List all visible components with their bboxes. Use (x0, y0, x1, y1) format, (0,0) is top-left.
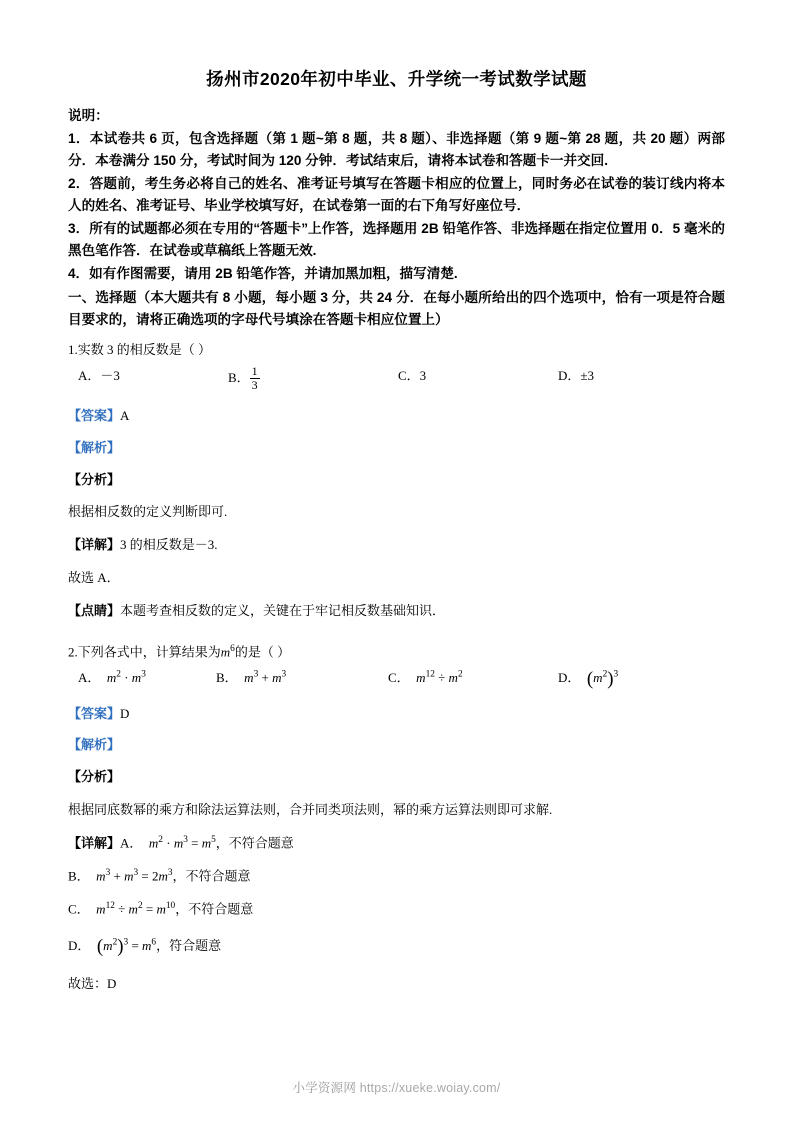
watermark-url: https://xueke.woiay.com/ (359, 1081, 501, 1095)
question-2-text-suffix: 的是（ ） (234, 643, 291, 659)
question-1-options (68, 365, 725, 395)
section-one-heading: 一、选择题（本大题共有 8 小题，每小题 3 分，共 24 分．在每小题所给出的四个选项中，恰有一项是符合题目要求的，请将正确选项的字母代号填涂在答题卡相应位置上） (68, 290, 725, 328)
instructions-heading: 说明： (68, 108, 109, 123)
question-1-option-a[interactable]: A．－3 (78, 367, 120, 383)
question-1-highlight-line (68, 601, 725, 622)
question-2-detail-item-d: D． $(m^2)^3 = m^6$，符合题意 (68, 936, 222, 958)
question-1-number: 1. (68, 342, 78, 358)
question-2-answer-line (68, 704, 725, 725)
answer-label: 【答案】 (68, 705, 121, 721)
watermark (0, 1078, 793, 1096)
detail-label: 【详解】 (68, 835, 121, 851)
instruction-item-1: 1．本试卷共 6 页，包含选择题（第 1 题~第 8 题，共 8 题）、非选择题（第 9 题~第 28 题，共 20 题）两部分．本卷满分 150 分，考试时间为 120 分钟．考试结束后，请将本试卷和答题卡一并交回. (68, 131, 725, 169)
question-1-choose: 故选 A． (68, 569, 120, 585)
instruction-item-3: 3．所有的试题都必须在专用的“答题卡”上作答，选择题用 2B 铅笔作答、非选择题在指定位置用 0．5 毫米的黑色笔作答．在试卷或草稿纸上答题无效. (68, 221, 725, 259)
question-2-number: 2. (68, 643, 78, 659)
question-1-detail-line (68, 535, 725, 556)
question-2-stem (68, 642, 725, 663)
question-2-detail-item-b: B． $m^3 + m^3 = 2m^3$，不符合题意 (68, 867, 251, 884)
question-1-highlight-text: 本题考查相反数的定义，关键在于牢记相反数基础知识． (120, 602, 446, 618)
question-2-option-b[interactable]: B． $m^3 + m^3$ (216, 669, 287, 685)
question-1-analysis-text: 根据相反数的定义判断即可. (68, 504, 228, 520)
question-2-detail-item-a: 【详解】A． $m^2 \cdot m^3 = m^5$，不符合题意 (68, 834, 294, 851)
question-2-choose: 故选：D (68, 976, 117, 992)
question-2-option-d[interactable]: D． $(m^2)^3$ (558, 667, 619, 689)
highlight-label: 【点睛】 (68, 602, 121, 618)
question-1-answer-value: A (120, 407, 130, 423)
question-2-analysis-text: 根据同底数幂的乘方和除法运算法则，合并同类项法则，幂的乘方运算法则即可求解. (68, 802, 553, 818)
fraction-one-third: $\frac{1}{3}$ (251, 363, 258, 392)
instructions-block (68, 105, 725, 285)
instruction-item-4: 4．如有作图需要，请用 2B 铅笔作答，并请加黑加粗，描写清楚. (68, 266, 458, 282)
question-2-answer-value: D (120, 705, 130, 721)
analyze-label: 【分析】 (68, 471, 121, 487)
question-1-answer-line (68, 406, 725, 427)
analysis-label: 【解析】 (68, 737, 121, 753)
question-1-option-b[interactable]: B． $\frac{1}{3}$ (228, 363, 258, 392)
question-1-option-d[interactable]: D．±3 (558, 367, 595, 383)
question-2-options (68, 667, 725, 693)
analyze-label: 【分析】 (68, 769, 121, 785)
question-2-option-c[interactable]: C． $m^{12} \div m^2$ (388, 669, 463, 685)
watermark-logo: 小学资源网 (292, 1081, 357, 1095)
question-1-detail-text: 3 的相反数是－3. (120, 537, 218, 553)
question-2-analysis-header (68, 735, 725, 756)
question-2-text-prefix: 下列各式中，计算结果为 (77, 643, 221, 659)
question-2-option-a[interactable]: A． $m^2 \cdot m^3$ (78, 669, 146, 685)
question-1-text: 实数 3 的相反数是（ ） (77, 342, 212, 358)
analysis-label: 【解析】 (68, 439, 121, 455)
detail-label: 【详解】 (68, 537, 121, 553)
question-1-analyze-header (68, 470, 725, 491)
answer-label: 【答案】 (68, 407, 121, 423)
question-1-option-c[interactable]: C．3 (398, 367, 427, 383)
question-2-math-m: m (220, 643, 231, 659)
instruction-item-2: 2．答题前，考生务必将自己的姓名、准考证号填写在答题卡相应的位置上，同时务必在试卷的装订线内将本人的姓名、准考证号、毕业学校填写好，在试卷第一面的右下角写好座位号． (68, 176, 725, 214)
question-1-stem (68, 340, 725, 361)
question-2-detail-item-c: C． $m^{12} \div m^2 = m^{10}$，不符合题意 (68, 901, 254, 917)
page-title: 扬州市2020年初中毕业、升学统一考试数学试题 (206, 69, 587, 89)
question-2-analyze-header (68, 767, 725, 788)
question-1-analysis-header (68, 438, 725, 459)
question-2-math-exp: 6 (230, 643, 235, 654)
